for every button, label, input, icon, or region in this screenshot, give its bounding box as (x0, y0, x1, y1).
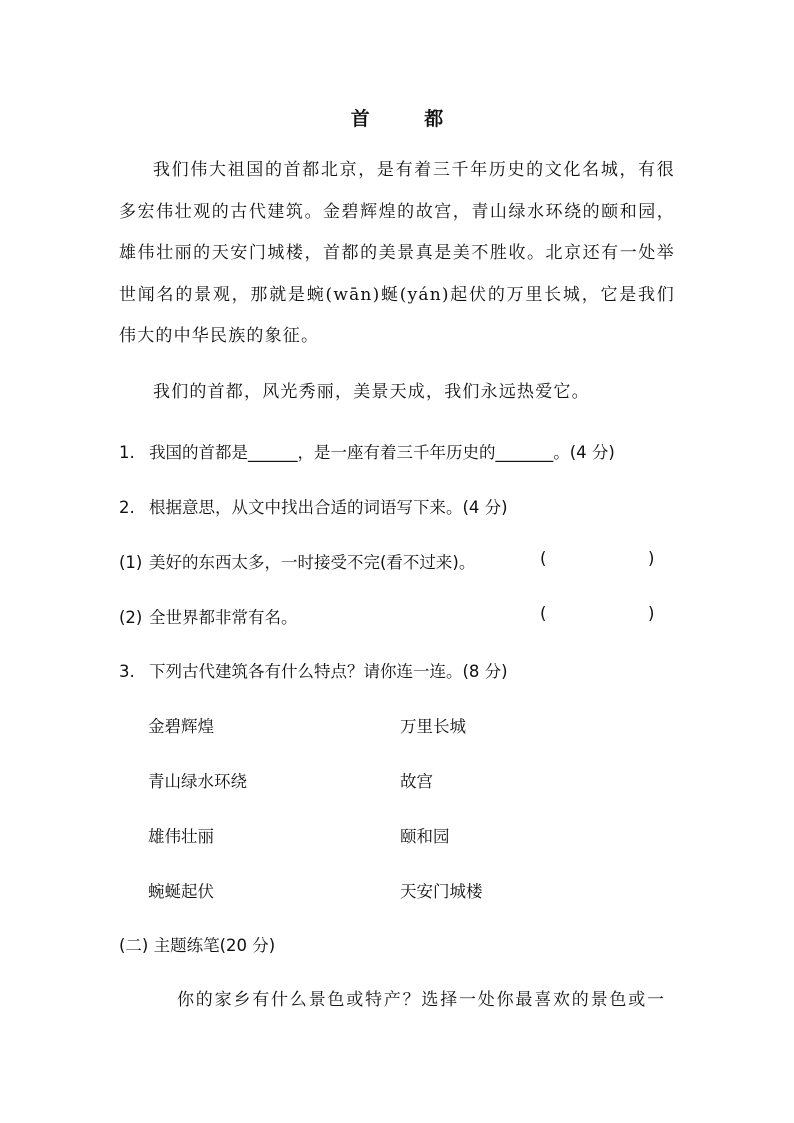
section-2-heading: (二) 主题练笔(20 分) (119, 936, 276, 955)
match-right-item: 颐和园 (400, 827, 450, 846)
question-1 (119, 439, 615, 463)
answer-paren-close: ) (648, 549, 655, 568)
subquestion-text: 美好的东西太多，一时接受不完(看不过来)。 (149, 553, 476, 572)
subquestion-2 (119, 604, 298, 628)
question-number: 1. (119, 443, 135, 462)
paragraph-2-text: 我们的首都，风光秀丽，美景天成，我们永远热爱它。 (153, 382, 590, 402)
match-right-item: 万里长城 (400, 717, 466, 736)
subquestion-text: 全世界都非常有名。 (149, 608, 298, 627)
answer-paren-open: ( (540, 604, 547, 623)
match-right-item: 故宫 (400, 772, 433, 791)
answer-paren-close: ) (648, 604, 655, 623)
match-left-item: 金碧辉煌 (148, 717, 214, 736)
passage-paragraph-1 (119, 150, 675, 358)
question-2 (119, 494, 508, 518)
answer-paren-open: ( (540, 549, 547, 568)
question-text: 下列古代建筑各有什么特点？请你连一连。(8 分) (149, 662, 508, 681)
question-text: 根据意思，从文中找出合适的词语写下来。(4 分) (149, 498, 508, 517)
subquestion-number: (1) (119, 553, 143, 572)
section-2-prompt: 你的家乡有什么景色或特产？选择一处你最喜欢的景色或一 (177, 990, 666, 1010)
passage-paragraph-2 (119, 372, 675, 414)
subquestion-number: (2) (119, 608, 143, 627)
match-right-item: 天安门城楼 (400, 882, 483, 901)
match-left-item: 青山绿水环绕 (148, 772, 247, 791)
question-number: 3. (119, 662, 135, 681)
match-left-item: 蜿蜒起伏 (148, 882, 214, 901)
passage-title: 首 都 (350, 108, 468, 130)
question-3 (119, 658, 508, 682)
paragraph-1-text: 我们伟大祖国的首都北京，是有着三千年历史的文化名城，有很多宏伟壮观的古代建筑。金碧辉煌的故宫，青山绿水环绕的颐和园，雄伟壮丽的天安门城楼，首都的美景真是美不胜收。北京还有一处举世闻名的景观，那就是蜿(wān)蜒(yán)起伏的万里长城，它是我们伟大的中华民族的象征。 (119, 160, 675, 346)
match-left-item: 雄伟壮丽 (148, 827, 214, 846)
question-number: 2. (119, 498, 135, 517)
subquestion-1 (119, 549, 475, 573)
question-text: 我国的首都是______，是一座有着三千年历史的_______。(4 分) (149, 443, 615, 462)
